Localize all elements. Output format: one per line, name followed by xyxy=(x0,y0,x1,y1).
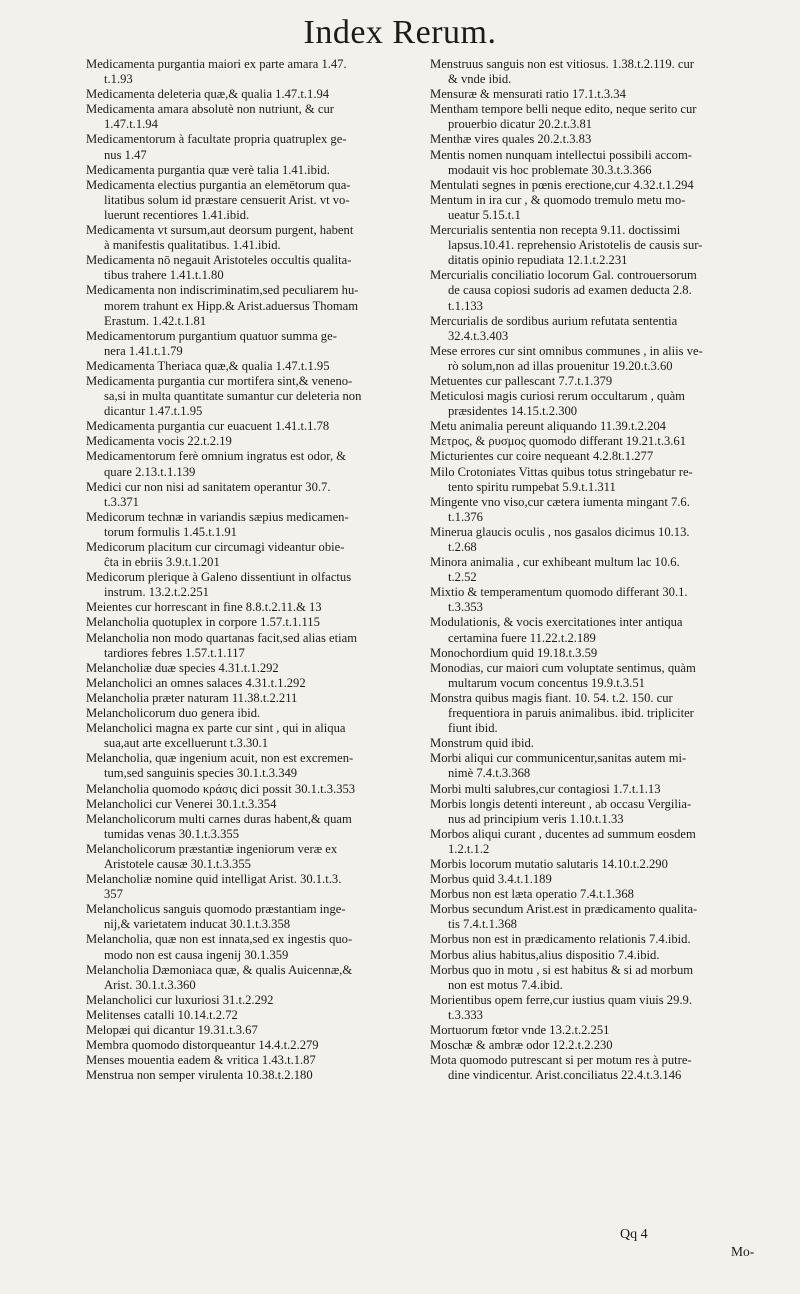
index-entry: Menstruus sanguis non est vitiosus. 1.38.t.2.119. cur & vnde ibid. xyxy=(430,57,694,87)
index-entry: Medicamentorum ferè omnium ingratus est odor, & quare 2.13.t.1.139 xyxy=(86,449,347,479)
index-entry: Morbus non est in prædicamento relationis 7.4.ibid. xyxy=(430,932,691,947)
index-entry: Milo Crotoniates Vittas quibus totus stringebatur re- tento spiritu rumpebat 5.9.t.1.311 xyxy=(430,464,693,494)
index-entry: Mensuræ & mensurati ratio 17.1.t.3.34 xyxy=(430,87,626,102)
index-entry: Morbis longis detenti intereunt , ab occasu Vergilia- nus ad principium veris 1.10.t.1.33 xyxy=(430,796,692,826)
index-entry: Menstrua non semper virulenta 10.38.t.2.180 xyxy=(86,1068,313,1083)
index-entry: Melancholicorum præstantiæ ingeniorum veræ ex Aristotele causæ 30.1.t.3.355 xyxy=(86,841,338,871)
index-entry: Morbus quid 3.4.t.1.189 xyxy=(430,872,552,887)
index-entry: Medicamenta non indiscriminatim,sed peculiarem hu- morem trahunt ex Hipp.& Arist.aduersus Thomam Erastum. 1.42.t.1.81 xyxy=(86,283,359,328)
index-entry: Melancholiæ nomine quid intelligat Arist. 30.1.t.3. 357 xyxy=(86,872,342,902)
index-entry: Morbis locorum mutatio salutaris 14.10.t.2.290 xyxy=(430,856,668,871)
index-entry: Melancholia Dæmoniaca quæ, & qualis Auicennæ,& Arist. 30.1.t.3.360 xyxy=(86,962,353,992)
index-entry: Medicamenta Theriaca quæ,& qualia 1.47.t.1.95 xyxy=(86,358,330,373)
index-entry: Morbos aliqui curant , ducentes ad summum eosdem 1.2.t.1.2 xyxy=(430,826,696,856)
index-entry: Melopæi qui dicantur 19.31.t.3.67 xyxy=(86,1023,258,1037)
index-entry: Meticulosi magis curiosi rerum occultarum , quàm præsidentes 14.15.t.2.300 xyxy=(430,389,685,419)
index-entry: Minora animalia , cur exhibeant multum lac 10.6. t.2.52 xyxy=(430,555,680,585)
index-entry: Micturientes cur coire nequeant 4.2.8t.1.277 xyxy=(430,449,654,464)
index-entry: Mentum in ira cur , & quomodo tremulo metu mo- ueatur 5.15.t.1 xyxy=(430,192,686,222)
index-entry: Melancholici magna ex parte cur sint , qui in aliqua sua,aut arte excelluerunt t.3.30.1 xyxy=(86,721,346,751)
index-entry: Mentis nomen nunquam intellectui possibili accom- modauit vis hoc problemate 30.3.t.3.366 xyxy=(430,147,692,177)
index-entry: Mentham tempore belli neque edito, neque serito cur prouerbio dicatur 20.2.t.3.81 xyxy=(430,102,697,132)
index-entry: Medicamenta purgantia cur mortifera sint,& veneno- sa,si in multa quantitate sumantur cur deleteria non dicantur 1.47.t.1.95 xyxy=(86,373,362,419)
index-entry: Medicorum plerique à Galeno dissentiunt in olfactus instrum. 13.2.t.2.251 xyxy=(86,570,352,600)
index-entry: Medicorum technæ in variandis sæpius medicamen- torum formulis 1.45.t.1.91 xyxy=(86,509,349,539)
index-entry: Morientibus opem ferre,cur iustius quam viuis 29.9. t.3.333 xyxy=(430,992,692,1022)
index-entry: Metuentes cur pallescant 7.7.t.1.379 xyxy=(430,373,613,388)
index-entry: Mese errores cur sint omnibus communes , in aliis ve- rò solum,non ad illas prouenitur 19.20.t.3.60 xyxy=(430,343,703,373)
index-entry: Medicamenta deleteria quæ,& qualia 1.47.t.1.94 xyxy=(86,87,330,102)
index-entry: Melancholicorum duo genera ibid. xyxy=(86,706,261,721)
index-entry: Medicamenta vocis 22.t.2.19 xyxy=(86,434,232,449)
signature-mark: Qq 4 xyxy=(620,1227,648,1242)
index-entry: Monstrum quid ibid. xyxy=(430,736,534,751)
index-entry: Mortuorum fœtor vnde 13.2.t.2.251 xyxy=(430,1023,610,1037)
index-entry: Medicorum placitum cur circumagi videantur obie- ĉta in ebriis 3.9.t.1.201 xyxy=(86,540,345,570)
index-entry: Membra quomodo distorqueantur 14.4.t.2.279 xyxy=(86,1038,319,1053)
index-entry: Melancholia quomodo κράσις dici possit 30.1.t.3.353 xyxy=(86,781,356,796)
index-entry: Medicamentorum à facultate propria quatruplex ge- nus 1.47 xyxy=(86,132,347,162)
index-entry: Medicamenta purgantia maiori ex parte amara 1.47. t.1.93 xyxy=(86,57,347,87)
index-entry: Morbi aliqui cur communicentur,sanitas autem mi- nimè 7.4.t.3.368 xyxy=(430,751,687,781)
index-entry: Mixtio & temperamentum quomodo differant 30.1. t.3.353 xyxy=(430,585,688,615)
index-entry: Melancholici cur Venerei 30.1.t.3.354 xyxy=(86,796,277,811)
index-entry: Medicamenta electius purgantia an elemētorum qua- litatibus solum id præstare censuerit Arist. vt vo- luerunt recentiores 1.41.ibid. xyxy=(86,177,351,222)
index-entry: Melancholiæ duæ species 4.31.t.1.292 xyxy=(86,660,279,675)
index-entry: Melancholia, quæ ingenium acuit, non est excremen- tum,sed sanguinis species 30.1.t.3.349 xyxy=(86,751,354,781)
index-entry: Μετρος, & ρυσμος quomodo differant 19.21.t.3.61 xyxy=(430,434,687,449)
index-entry: Mercurialis conciliatio locorum Gal. controuersorum de causa copiosi sudoris ad examen deducta 2.8. t.1.133 xyxy=(430,268,697,313)
index-entry: Meientes cur horrescant in fine 8.8.t.2.11.& 13 xyxy=(86,600,322,615)
index-entry: Menses mouentia eadem & vritica 1.43.t.1.87 xyxy=(86,1053,316,1068)
index-entry: Medicamenta vt sursum,aut deorsum purgent, habent à manifestis qualitatibus. 1.41.ibid. xyxy=(86,223,354,253)
index-entry: Melancholicus sanguis quomodo præstantiam inge- nij,& varietatem inducat 30.1.t.3.358 xyxy=(86,902,346,932)
index-entry: Melitenses catalli 10.14.t.2.72 xyxy=(86,1007,238,1022)
index-entry: Medicamenta purgantia cur euacuent 1.41.t.1.78 xyxy=(86,419,330,434)
catchword: Mo- xyxy=(731,1244,755,1259)
index-entry: Melancholici cur luxuriosi 31.t.2.292 xyxy=(86,992,274,1007)
index-entry: Minerua glaucis oculis , nos gasalos dicimus 10.13. t.2.68 xyxy=(430,524,690,554)
left-column xyxy=(86,57,434,1083)
index-entry: Medicamenta purgantia quæ verè talia 1.41.ibid. xyxy=(86,162,330,177)
index-entry: Mercurialis sententia non recepta 9.11. doctissimi lapsus.10.41. reprehensio Aristotelis de causis sur- ditatis opinio repudiata 12.1.t.2.231 xyxy=(430,223,703,268)
index-entry: Mercurialis de sordibus aurium refutata sententia 32.4.t.3.403 xyxy=(430,313,678,343)
index-entry: Melancholici an omnes salaces 4.31.t.1.292 xyxy=(86,675,306,690)
index-entry: Morbus secundum Arist.est in prædicamento qualita- tis 7.4.t.1.368 xyxy=(430,902,698,932)
index-entry: Medicamenta amara absolutè non nutriunt, & cur 1.47.t.1.94 xyxy=(86,102,334,132)
index-entry: Menthæ vires quales 20.2.t.3.83 xyxy=(430,132,592,147)
index-entry: Modulationis, & vocis exercitationes inter antiqua certamina fuere 11.22.t.2.189 xyxy=(430,615,683,645)
index-entry: Medicamentorum purgantium quatuor summa ge- nera 1.41.t.1.79 xyxy=(86,328,337,358)
index-entry: Melancholia non modo quartanas facit,sed alias etiam tardiores febres 1.57.t.1.117 xyxy=(86,630,358,660)
index-entry: Morbus non est læta operatio 7.4.t.1.368 xyxy=(430,887,634,902)
index-entry: Morbus alius habitus,alius dispositio 7.4.ibid. xyxy=(430,947,660,962)
index-entry: Metu animalia pereunt aliquando 11.39.t.2.204 xyxy=(430,419,666,434)
index-entry: Melancholia, quæ non est innata,sed ex ingestis quo- modo non est causa ingenij 30.1.359 xyxy=(86,932,353,962)
index-entry: Medici cur non nisi ad sanitatem operantur 30.7. t.3.371 xyxy=(86,479,331,509)
index-entry: Melancholia præter naturam 11.38.t.2.211 xyxy=(86,690,298,705)
index-entry: Medicamenta nō negauit Aristoteles occultis qualita- tibus trahere 1.41.t.1.80 xyxy=(86,253,352,283)
index-entry: Melancholia quotuplex in corpore 1.57.t.1.115 xyxy=(86,615,320,630)
index-entry: Melancholicorum multi carnes duras habent,& quam tumidas venas 30.1.t.3.355 xyxy=(86,811,352,841)
index-entry: Mentulati segnes in pœnis erectione,cur 4.32.t.1.294 xyxy=(430,177,694,192)
index-entry: Monodias, cur maiori cum voluptate sentimus, quàm multarum vocum concentus 19.9.t.3.51 xyxy=(430,660,696,690)
index-entry: Morbi multi salubres,cur contagiosi 1.7.t.1.13 xyxy=(430,781,661,796)
right-column xyxy=(430,57,764,1083)
index-entry: Morbus quo in motu , si est habitus & si ad morbum non est motus 7.4.ibid. xyxy=(430,962,694,992)
index-entry: Monochordium quid 19.18.t.3.59 xyxy=(430,645,598,660)
index-entry: Monstra quibus magis fiant. 10. 54. t.2. 150. cur frequentiora in paruis animalibus. ibid. tripliciter fiunt ibid. xyxy=(430,690,694,736)
page-title: Index Rerum. xyxy=(303,14,497,51)
index-entry: Mota quomodo putrescant si per motum res à putre- dine vindicentur. Arist.conciliatus 22.4.t.3.146 xyxy=(430,1053,692,1083)
index-entry: Mingente vno viso,cur cætera iumenta mingant 7.6. t.1.376 xyxy=(430,494,690,524)
index-entry: Moschæ & ambræ odor 12.2.t.2.230 xyxy=(430,1038,613,1053)
